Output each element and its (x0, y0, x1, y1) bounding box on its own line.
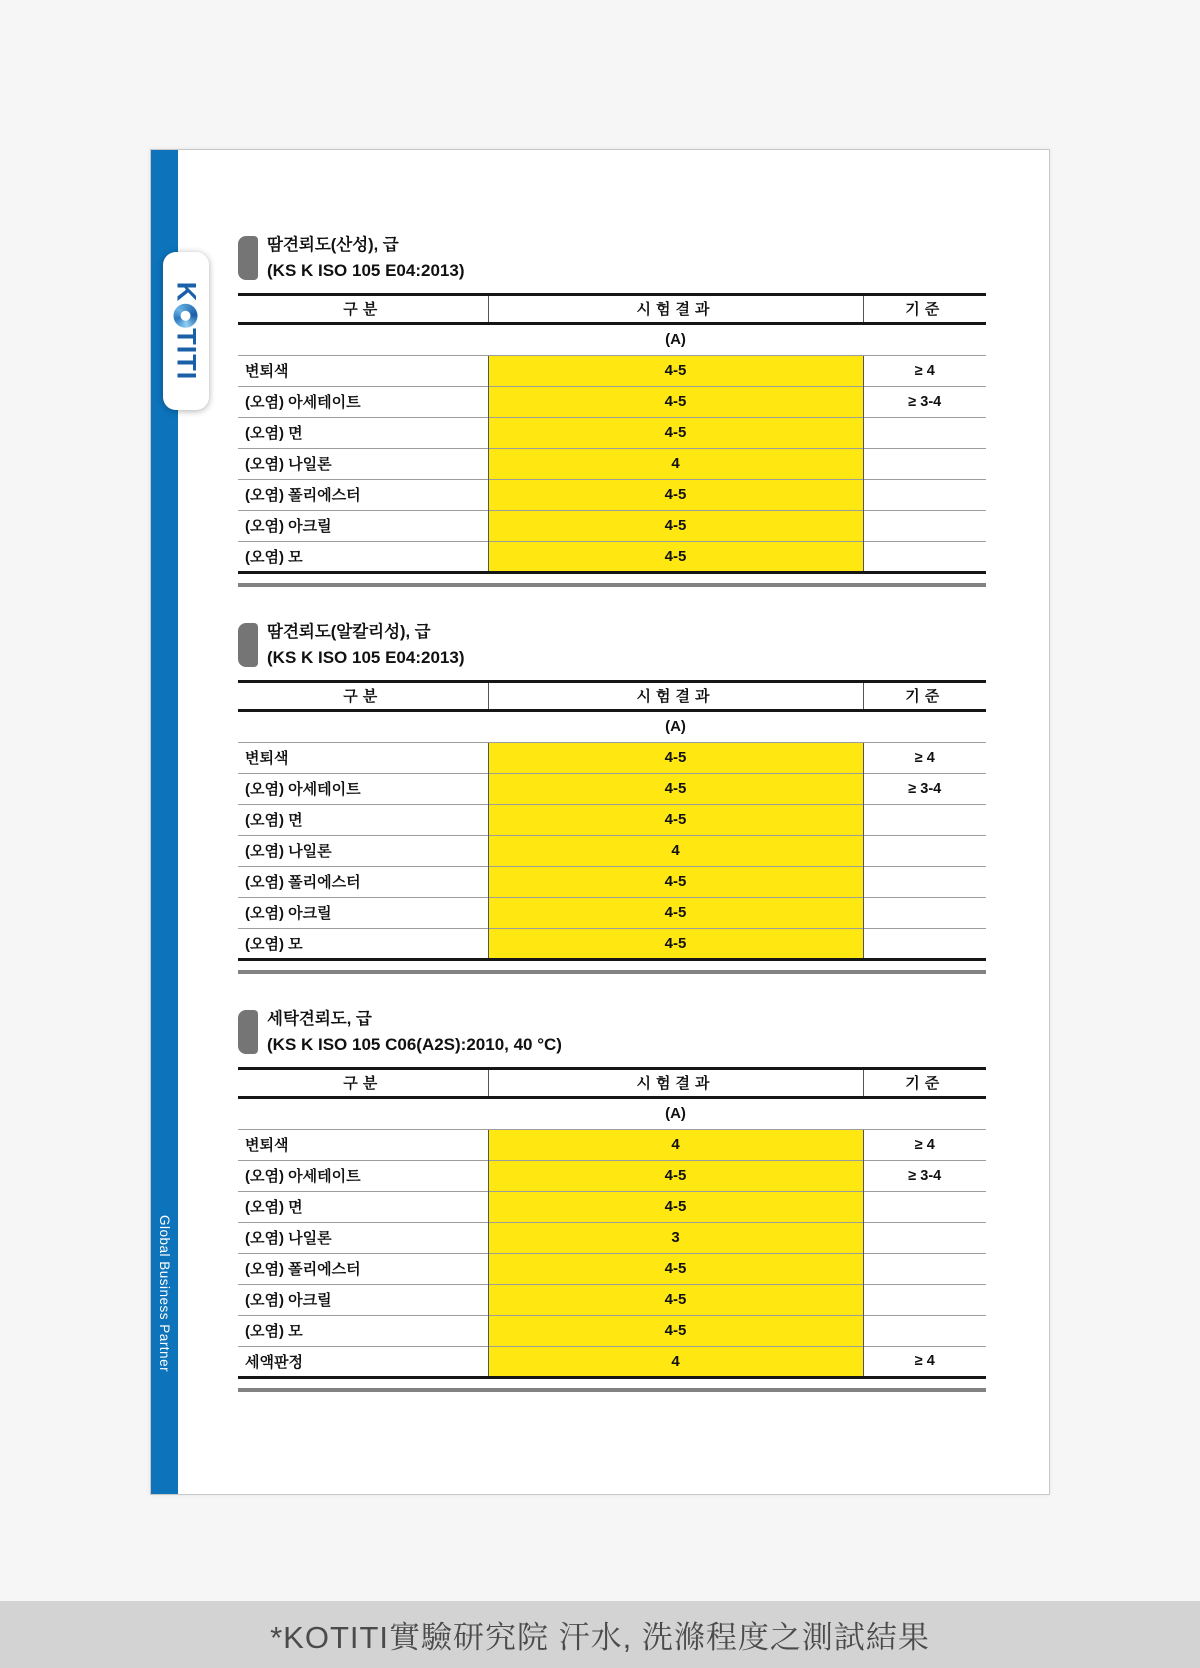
section-perspiration-alkaline (238, 621, 986, 974)
row-criteria: ≥ 3-4 (908, 1167, 942, 1184)
row-criteria (863, 1284, 986, 1315)
row-criteria: ≥ 4 (914, 362, 935, 379)
section-standard: (KS K ISO 105 E04:2013) (267, 648, 465, 668)
column-header-criteria: 기준 (863, 1068, 986, 1097)
footer-caption-bar (0, 1601, 1200, 1668)
row-result: 4-5 (488, 386, 863, 417)
specimen-subheader-row (238, 710, 986, 742)
row-label: (오염) 모 (245, 548, 303, 566)
row-criteria (863, 1253, 986, 1284)
table-row (238, 510, 986, 541)
section-title: 땀견뢰도(알칼리성), 급 (267, 623, 431, 641)
column-header-criteria: 기준 (863, 681, 986, 710)
section-washing-fastness (238, 1008, 986, 1392)
row-label: (오염) 면 (245, 425, 303, 443)
row-criteria (863, 417, 986, 448)
row-result: 4-5 (488, 773, 863, 804)
row-criteria (863, 541, 986, 572)
table-header-row (238, 294, 986, 323)
row-label: (오염) 아크릴 (245, 518, 332, 536)
row-result: 4 (488, 835, 863, 866)
row-result: 4-5 (488, 804, 863, 835)
table-row (238, 897, 986, 928)
row-criteria (863, 804, 986, 835)
column-header-criteria: 기준 (863, 294, 986, 323)
section-bullet-icon (238, 236, 258, 280)
section-standard: (KS K ISO 105 E04:2013) (267, 261, 465, 281)
results-table (238, 680, 986, 961)
section-header (238, 1008, 986, 1057)
row-result: 4-5 (488, 510, 863, 541)
section-bullet-icon (238, 623, 258, 667)
section-bullet-icon (238, 1010, 258, 1054)
row-result: 4-5 (488, 417, 863, 448)
results-table (238, 293, 986, 574)
row-label: (오염) 폴리에스터 (245, 1261, 361, 1279)
logo-letters-titi: TITI (171, 328, 202, 381)
row-label: (오염) 아세테이트 (245, 781, 361, 799)
row-label: 변퇴색 (245, 750, 289, 768)
row-label: (오염) 폴리에스터 (245, 874, 361, 892)
row-label: (오염) 면 (245, 812, 303, 830)
row-result: 4-5 (488, 1315, 863, 1346)
row-label: (오염) 아세테이트 (245, 1168, 361, 1186)
table-row (238, 835, 986, 866)
row-label: (오염) 나일론 (245, 1230, 332, 1248)
specimen-label: (A) (488, 1097, 863, 1129)
row-label: 변퇴색 (245, 1137, 289, 1155)
row-criteria (863, 897, 986, 928)
column-header-result: 시험결과 (488, 294, 863, 323)
specimen-subheader-row (238, 1097, 986, 1129)
row-result: 4-5 (488, 1284, 863, 1315)
table-row (238, 773, 986, 804)
row-criteria (863, 479, 986, 510)
row-result: 4-5 (488, 928, 863, 959)
column-header-category: 구분 (343, 1075, 383, 1093)
table-row (238, 866, 986, 897)
table-header-row (238, 681, 986, 710)
row-criteria (863, 510, 986, 541)
specimen-subheader-row (238, 323, 986, 355)
sidebar-caption: Global Business Partner (157, 1215, 172, 1373)
row-result: 4 (488, 1129, 863, 1160)
row-result: 4-5 (488, 1160, 863, 1191)
table-row (238, 479, 986, 510)
report-page (150, 149, 1050, 1495)
table-row (238, 1253, 986, 1284)
row-result: 4 (488, 448, 863, 479)
row-criteria (863, 928, 986, 959)
row-criteria: ≥ 3-4 (908, 780, 942, 797)
table-row (238, 1346, 986, 1377)
row-criteria: ≥ 3-4 (908, 393, 942, 410)
table-row (238, 355, 986, 386)
table-row (238, 742, 986, 773)
row-criteria (863, 1315, 986, 1346)
table-row (238, 1191, 986, 1222)
table-row (238, 541, 986, 572)
row-label: (오염) 나일론 (245, 843, 332, 861)
section-perspiration-acidic (238, 234, 986, 587)
row-result: 4-5 (488, 1191, 863, 1222)
row-result: 4-5 (488, 479, 863, 510)
table-row (238, 1129, 986, 1160)
row-label: (오염) 폴리에스터 (245, 487, 361, 505)
table-header-row (238, 1068, 986, 1097)
results-table (238, 1067, 986, 1379)
row-result: 4 (488, 1346, 863, 1377)
row-label: (오염) 모 (245, 935, 303, 953)
table-row (238, 1160, 986, 1191)
row-label: (오염) 모 (245, 1323, 303, 1341)
row-criteria: ≥ 4 (914, 1353, 935, 1370)
table-row (238, 386, 986, 417)
kotiti-logo (171, 282, 202, 381)
section-divider (238, 970, 986, 974)
footer-caption: *KOTITI實驗研究院 汗水, 洗滌程度之測試結果 (270, 1620, 930, 1655)
row-label: (오염) 아크릴 (245, 905, 332, 923)
column-header-category: 구분 (343, 688, 383, 706)
section-divider (238, 1388, 986, 1392)
table-row (238, 417, 986, 448)
row-result: 4-5 (488, 742, 863, 773)
table-row (238, 1284, 986, 1315)
row-criteria: ≥ 4 (914, 749, 935, 766)
row-label: 세액판정 (245, 1353, 303, 1371)
row-result: 4-5 (488, 897, 863, 928)
section-header (238, 234, 986, 283)
section-standard: (KS K ISO 105 C06(A2S):2010, 40 °C) (267, 1035, 562, 1055)
column-header-result: 시험결과 (488, 681, 863, 710)
table-row (238, 448, 986, 479)
row-criteria: ≥ 4 (914, 1136, 935, 1153)
row-label: (오염) 아세테이트 (245, 394, 361, 412)
kotiti-swirl-icon (174, 303, 198, 327)
column-header-result: 시험결과 (488, 1068, 863, 1097)
row-result: 3 (488, 1222, 863, 1253)
table-row (238, 804, 986, 835)
table-row (238, 928, 986, 959)
specimen-label: (A) (488, 710, 863, 742)
row-result: 4-5 (488, 1253, 863, 1284)
section-title: 땀견뢰도(산성), 급 (267, 236, 399, 254)
row-criteria (863, 835, 986, 866)
row-criteria (863, 1222, 986, 1253)
table-row (238, 1222, 986, 1253)
row-label: (오염) 나일론 (245, 456, 332, 474)
row-criteria (863, 866, 986, 897)
kotiti-logo-tab (163, 252, 209, 410)
section-title: 세탁견뢰도, 급 (267, 1010, 372, 1028)
logo-letter-k: K (171, 281, 202, 303)
row-result: 4-5 (488, 541, 863, 572)
row-criteria (863, 448, 986, 479)
column-header-category: 구분 (343, 301, 383, 319)
section-header (238, 621, 986, 670)
row-label: (오염) 아크릴 (245, 1292, 332, 1310)
row-result: 4-5 (488, 355, 863, 386)
specimen-label: (A) (488, 323, 863, 355)
section-divider (238, 583, 986, 587)
row-label: 변퇴색 (245, 363, 289, 381)
row-result: 4-5 (488, 866, 863, 897)
row-label: (오염) 면 (245, 1199, 303, 1217)
row-criteria (863, 1191, 986, 1222)
table-row (238, 1315, 986, 1346)
